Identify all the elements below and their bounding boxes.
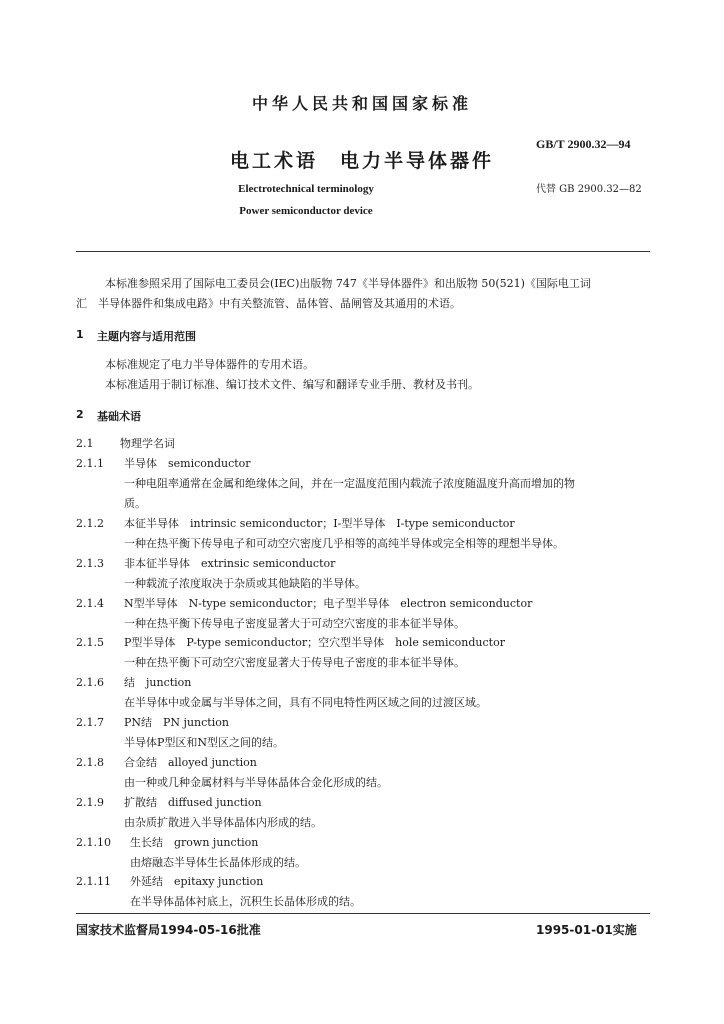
header-divider <box>76 251 650 252</box>
section-1-number: 1 <box>76 328 84 341</box>
term-name: 半导体 semiconductor <box>124 457 251 470</box>
term-number: 2.1.10 <box>76 836 111 849</box>
term-name: 结 junction <box>124 676 192 689</box>
term-name: 扩散结 diffused junction <box>124 796 262 809</box>
footer-divider <box>76 913 650 914</box>
document-title-en-line1: Electrotechnical terminology <box>238 183 374 195</box>
term-number: 2.1.4 <box>76 597 104 610</box>
term-number: 2.1.8 <box>76 756 104 769</box>
term-number: 2.1.11 <box>76 875 111 888</box>
term-definition: 一种在热平衡下可动空穴密度显著大于传导电子密度的非本征半导体。 <box>124 656 465 669</box>
term-number: 2.1.5 <box>76 636 104 649</box>
term-number: 2.1.3 <box>76 557 104 570</box>
term-name: 本征半导体 intrinsic semiconductor；I-型半导体 I-type semiconductor <box>124 517 515 530</box>
document-title-zh: 电工术语 电力半导体器件 <box>229 150 494 172</box>
term-definition: 在半导体晶体衬底上，沉积生长晶体形成的结。 <box>130 895 361 908</box>
term-definition: 一种在热平衡下传导电子密度显著大于可动空穴密度的非本征半导体。 <box>124 617 465 630</box>
term-definition: 质。 <box>124 497 146 510</box>
term-number: 2.1.2 <box>76 517 104 530</box>
term-name: N型半导体 N-type semiconductor；电子型半导体 electron semiconductor <box>124 597 533 610</box>
approval-date: 国家技术监督局1994-05-16批准 <box>76 923 261 937</box>
term-number: 2.1.9 <box>76 796 104 809</box>
subsection-2-1-number: 2.1 <box>76 437 94 450</box>
term-definition: 一种在热平衡下传导电子和可动空穴密度几乎相等的高纯半导体或完全相等的理想半导体。 <box>124 537 564 550</box>
section-1-title: 主题内容与适用范围 <box>97 330 196 343</box>
term-name: 非本征半导体 extrinsic semiconductor <box>124 557 336 570</box>
intro-line-2: 汇 半导体器件和集成电路》中有关整流管、晶体管、晶闸管及其通用的术语。 <box>76 297 461 310</box>
section-1-para-2: 本标准适用于制订标准、编订技术文件、编写和翻译专业手册、教材及书刊。 <box>105 378 479 391</box>
term-number: 2.1.6 <box>76 676 104 689</box>
nation-standard-heading: 中华人民共和国国家标准 <box>251 94 472 113</box>
document-title-en-line2: Power semiconductor device <box>239 205 373 217</box>
term-name: PN结 PN junction <box>124 716 229 729</box>
term-name: 生长结 grown junction <box>130 836 259 849</box>
term-number: 2.1.7 <box>76 716 104 729</box>
term-definition: 半导体P型区和N型区之间的结。 <box>124 736 285 749</box>
section-1-para-1: 本标准规定了电力半导体器件的专用术语。 <box>105 358 314 371</box>
section-2-title: 基础术语 <box>97 410 141 423</box>
term-definition: 一种载流子浓度取决于杂质或其他缺陷的半导体。 <box>124 577 366 590</box>
term-definition: 由杂质扩散进入半导体晶体内形成的结。 <box>124 816 322 829</box>
term-definition: 由熔融态半导体生长晶体形成的结。 <box>130 856 306 869</box>
term-name: 外延结 epitaxy junction <box>130 875 264 888</box>
intro-line-1: 本标准参照采用了国际电工委员会(IEC)出版物 747《半导体器件》和出版物 50(521)《国际电工词 <box>105 277 591 290</box>
section-2-number: 2 <box>76 408 84 421</box>
term-name: 合金结 alloyed junction <box>124 756 257 769</box>
standard-number: GB/T 2900.32—94 <box>536 137 631 151</box>
term-name: P型半导体 P-type semiconductor；空穴型半导体 hole semiconductor <box>124 636 505 649</box>
term-definition: 一种电阻率通常在金属和绝缘体之间，并在一定温度范围内载流子浓度随温度升高而增加的物 <box>124 477 575 490</box>
replaces-standard: 代替 GB 2900.32—82 <box>536 184 642 195</box>
subsection-2-1-title: 物理学名词 <box>120 437 175 450</box>
term-definition: 在半导体中或金属与半导体之间，具有不同电特性两区域之间的过渡区域。 <box>124 696 487 709</box>
effective-date: 1995-01-01实施 <box>536 923 637 937</box>
term-number: 2.1.1 <box>76 457 104 470</box>
term-definition: 由一种或几种金属材料与半导体晶体合金化形成的结。 <box>124 776 388 789</box>
